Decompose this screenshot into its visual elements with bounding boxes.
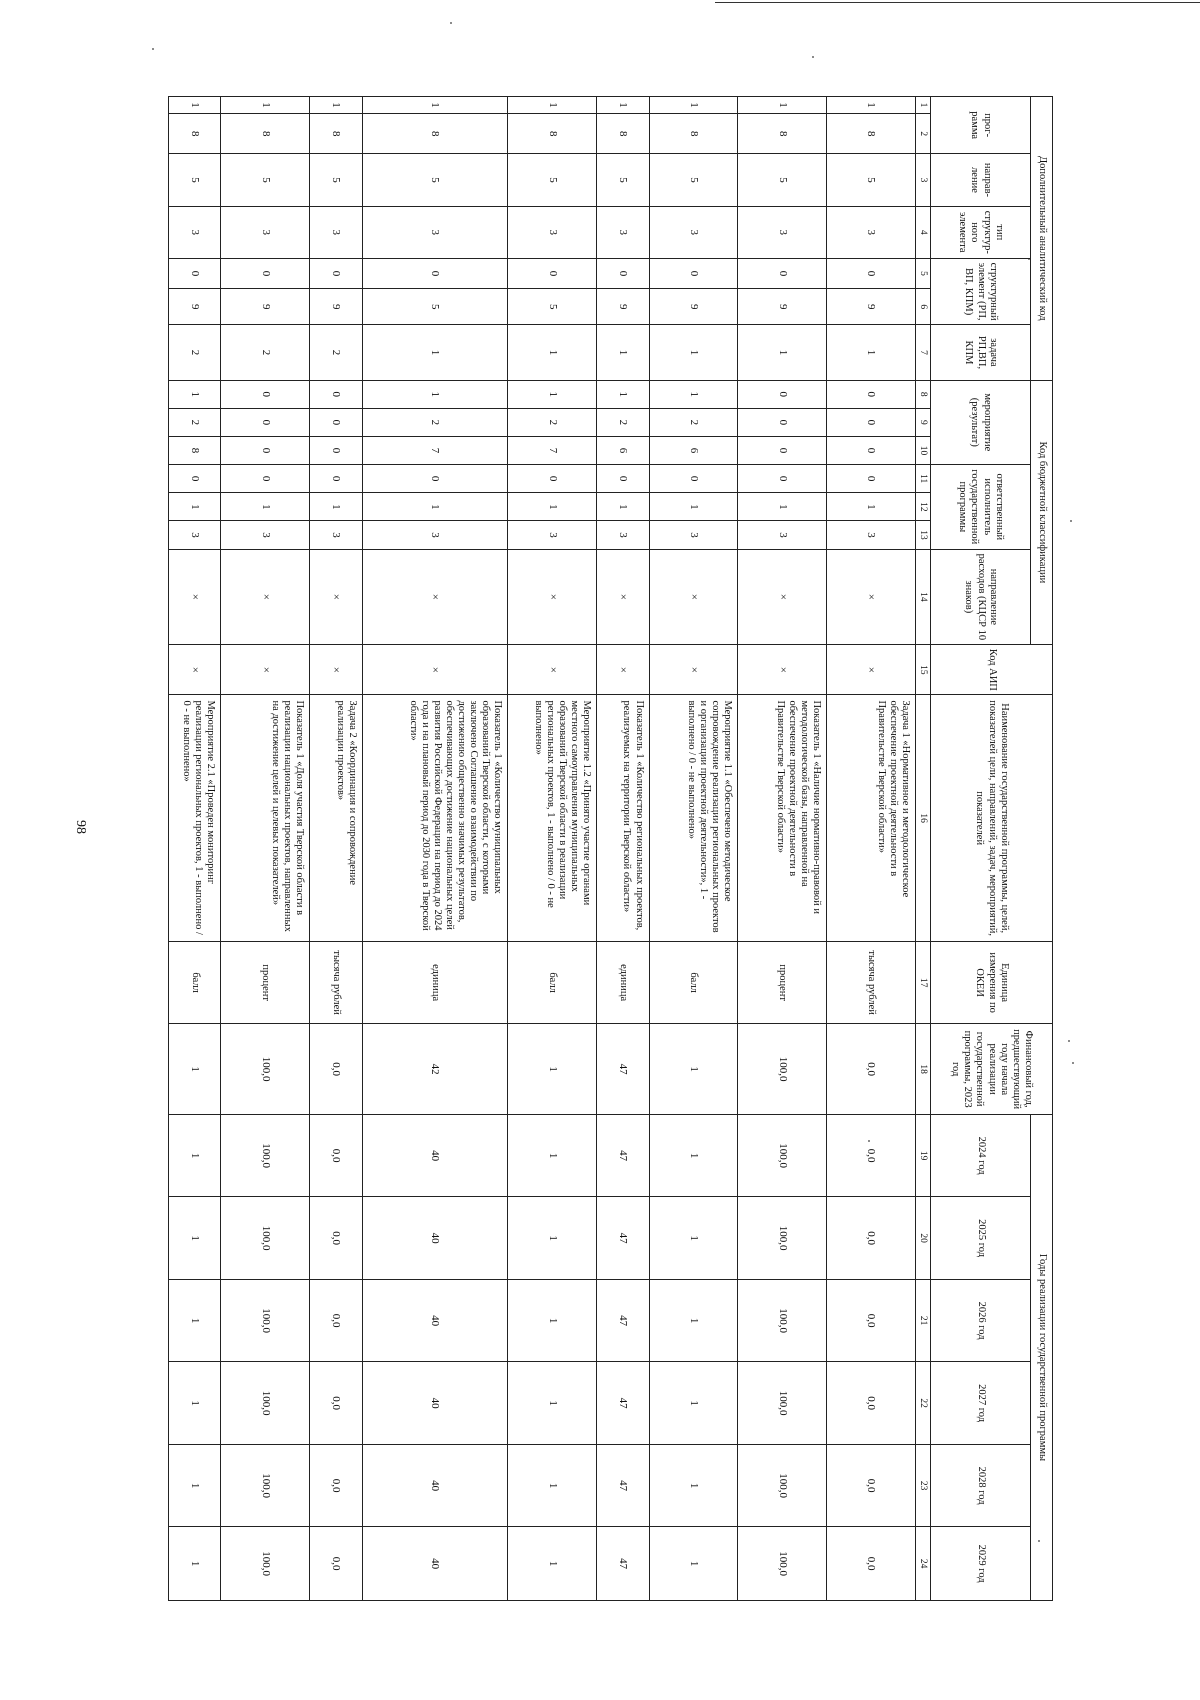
year-value-cell: 47 [597, 1114, 649, 1196]
table-body [169, 97, 916, 1601]
code-cell: 8 [508, 114, 597, 154]
unit-cell: балл [169, 941, 221, 1023]
year-value-cell: 100,0 [738, 1362, 827, 1444]
code-cell: 2 [649, 408, 738, 436]
code-cell: 5 [738, 154, 827, 206]
year-value-cell: 0,0 [827, 1444, 916, 1526]
code-cell: 1 [597, 493, 649, 521]
unit-cell: процент [738, 941, 827, 1023]
code-cell: 2 [169, 408, 221, 436]
code-cell: × [362, 549, 508, 645]
year-value-cell: 100,0 [221, 1197, 310, 1279]
code-cell: × [169, 645, 221, 695]
code-cell: × [169, 549, 221, 645]
code-cell: 2 [508, 408, 597, 436]
code-cell: 3 [310, 521, 362, 549]
code-cell: 8 [310, 114, 362, 154]
year-value-cell: 100,0 [738, 1444, 827, 1526]
code-cell: 3 [738, 521, 827, 549]
year-value-cell: 1 [169, 1444, 221, 1526]
code-cell: 3 [169, 521, 221, 549]
year-value-cell: 0,0 [827, 1279, 916, 1361]
year-value-cell: 40 [362, 1197, 508, 1279]
code-cell: 0 [362, 258, 508, 288]
code-cell: 3 [362, 206, 508, 258]
code-cell: 0 [310, 380, 362, 408]
year-value-cell: 1 [169, 1197, 221, 1279]
year-value-cell: 47 [597, 1444, 649, 1526]
base-year-cell: 100,0 [738, 1024, 827, 1115]
header-unit: Единица измерения по ОКЕИ [931, 941, 1053, 1023]
year-value-cell: 1 [508, 1279, 597, 1361]
year-value-cell: 0,0 [827, 1527, 916, 1601]
col-num: 24 [916, 1527, 931, 1601]
code-cell: 0 [169, 258, 221, 288]
code-cell: 3 [221, 521, 310, 549]
col-num: 1 [916, 97, 931, 114]
code-cell: 3 [827, 206, 916, 258]
header-event: мероприятие (результат) [931, 380, 1031, 464]
header-executor: ответственный исполнитель государственной программы [931, 465, 1031, 549]
code-cell: 1 [738, 493, 827, 521]
year-value-cell: 1 [169, 1527, 221, 1601]
col-num: 21 [916, 1279, 931, 1361]
code-cell: 2 [597, 408, 649, 436]
code-cell: 3 [649, 206, 738, 258]
page-number: 98 [73, 820, 88, 834]
code-cell: 3 [738, 206, 827, 258]
code-cell: 1 [827, 493, 916, 521]
code-cell: × [221, 549, 310, 645]
year-value-cell: 100,0 [221, 1527, 310, 1601]
program-indicators-table [168, 96, 1053, 1601]
year-value-cell: 1 [649, 1197, 738, 1279]
code-cell: 1 [738, 325, 827, 380]
unit-cell: балл [508, 941, 597, 1023]
header-year-2029: 2029 год [931, 1527, 1031, 1601]
code-cell: 1 [310, 97, 362, 114]
code-cell: 6 [597, 436, 649, 464]
unit-cell: тысяча рублей [310, 941, 362, 1023]
year-value-cell: 100,0 [738, 1197, 827, 1279]
code-cell: × [221, 645, 310, 695]
year-value-cell: 0,0 [310, 1114, 362, 1196]
code-cell: 0 [827, 436, 916, 464]
code-cell: 0 [738, 408, 827, 436]
col-num: 8 [916, 380, 931, 408]
unit-cell: единица [597, 941, 649, 1023]
code-cell: 3 [362, 521, 508, 549]
col-num: 23 [916, 1444, 931, 1526]
code-cell: 8 [362, 114, 508, 154]
code-cell: 1 [362, 325, 508, 380]
year-value-cell: 1 [169, 1362, 221, 1444]
row-name-cell: Показатель 1 «Доля участия Тверской области в реализации национальных проектов, направленных на достижение целей и целевых показателей» [221, 695, 310, 941]
col-num: 19 [916, 1114, 931, 1196]
code-cell: 1 [362, 97, 508, 114]
header-year-2027: 2027 год [931, 1362, 1031, 1444]
row-name-cell: Мероприятие 2.1 «Проведен мониторинг реализации региональных проектов, 1 - выполнено / 0 - не выполнено» [169, 695, 221, 941]
unit-cell: тысяча рублей [827, 941, 916, 1023]
code-cell: 9 [169, 289, 221, 325]
code-cell: 8 [169, 114, 221, 154]
code-cell: 0 [221, 408, 310, 436]
year-value-cell: 0,0 [310, 1197, 362, 1279]
year-value-cell: 1 [649, 1527, 738, 1601]
code-cell: 0 [597, 465, 649, 493]
header-name: Наименование государственной программы, целей, показателей цели, направлений, задач, мероприятий, показателей [931, 695, 1053, 941]
code-cell: 0 [508, 258, 597, 288]
row-name-cell: Показатель 1 «Количество региональных проектов, реализуемых на территории Тверской области» [597, 695, 649, 941]
col-num: 10 [916, 436, 931, 464]
row-name-cell: Задача 1 «Нормативное и методологическое обеспечение проектной деятельности в Правительстве Тверской области» [827, 695, 916, 941]
base-year-cell: 0,0 [310, 1024, 362, 1115]
code-cell: 3 [169, 206, 221, 258]
year-value-cell: 1 [649, 1114, 738, 1196]
code-cell: 9 [597, 289, 649, 325]
header-year-2028: 2028 год [931, 1444, 1031, 1526]
row-name-cell: Мероприятие 1.1 «Обеспечено методическое сопровождение реализации региональных проектов и организации проектной деятельности», 1 - выполнено / 0 - не выполнено» [649, 695, 738, 941]
base-year-cell: 1 [169, 1024, 221, 1115]
code-cell: 0 [649, 258, 738, 288]
col-num: 2 [916, 114, 931, 154]
code-cell: 0 [221, 436, 310, 464]
year-value-cell: 1 [508, 1527, 597, 1601]
code-cell: 0 [827, 380, 916, 408]
year-value-cell: 0,0 [827, 1114, 916, 1196]
year-value-cell: 100,0 [221, 1444, 310, 1526]
code-cell: 1 [169, 380, 221, 408]
year-value-cell: 0,0 [310, 1362, 362, 1444]
code-cell: 1 [508, 380, 597, 408]
code-cell: 0 [221, 258, 310, 288]
code-cell: 0 [310, 258, 362, 288]
header-year-2025: 2025 год [931, 1197, 1031, 1279]
code-cell: 3 [827, 521, 916, 549]
unit-cell: балл [649, 941, 738, 1023]
code-cell: 1 [827, 97, 916, 114]
code-cell: × [827, 645, 916, 695]
code-cell: 1 [597, 97, 649, 114]
code-cell: 0 [738, 465, 827, 493]
header-base-year: Финансовый год, предшествующий году начала реализации государственной программы, 2023 год [931, 1024, 1053, 1115]
year-value-cell: 1 [508, 1114, 597, 1196]
code-cell: × [649, 549, 738, 645]
code-cell: 0 [362, 465, 508, 493]
base-year-cell: 42 [362, 1024, 508, 1115]
code-cell: 5 [508, 154, 597, 206]
code-cell: 1 [649, 325, 738, 380]
base-year-cell: 1 [508, 1024, 597, 1115]
code-cell: 0 [827, 258, 916, 288]
code-cell: × [738, 645, 827, 695]
col-num: 15 [916, 645, 931, 695]
code-cell: 0 [649, 465, 738, 493]
code-cell: × [649, 645, 738, 695]
year-value-cell: 100,0 [221, 1362, 310, 1444]
top-edge-rule [715, 2, 1200, 3]
code-cell: 5 [827, 154, 916, 206]
col-num: 9 [916, 408, 931, 436]
year-value-cell: 1 [169, 1114, 221, 1196]
year-value-cell: 1 [508, 1362, 597, 1444]
header-group-budget: Код бюджетной классификации [1031, 380, 1053, 645]
table-row [310, 97, 362, 1601]
base-year-cell: 1 [649, 1024, 738, 1115]
year-value-cell: 47 [597, 1527, 649, 1601]
code-cell: 8 [169, 436, 221, 464]
year-value-cell: 40 [362, 1444, 508, 1526]
year-value-cell: 47 [597, 1362, 649, 1444]
year-value-cell: 1 [169, 1279, 221, 1361]
code-cell: 2 [169, 325, 221, 380]
code-cell: 0 [310, 465, 362, 493]
base-year-cell: 0,0 [827, 1024, 916, 1115]
col-num: 3 [916, 154, 931, 206]
code-cell: 3 [597, 206, 649, 258]
col-num: 6 [916, 289, 931, 325]
year-value-cell: 0,0 [827, 1362, 916, 1444]
table-row [221, 97, 310, 1601]
code-cell: 5 [508, 289, 597, 325]
code-cell: 1 [221, 493, 310, 521]
code-cell: 2 [221, 325, 310, 380]
code-cell: 0 [310, 436, 362, 464]
code-cell: 1 [221, 97, 310, 114]
code-cell: 3 [508, 206, 597, 258]
col-num: 12 [916, 493, 931, 521]
code-cell: 1 [508, 97, 597, 114]
col-num: 18 [916, 1024, 931, 1115]
header-group-analytic: Дополнительный аналитический код [1031, 97, 1053, 381]
header-group-years: Годы реализации государственной программы [1031, 1114, 1053, 1600]
header-task: задача РП,ВП, КПМ [931, 325, 1031, 380]
row-name-cell: Показатель 1 «Количество муниципальных образований Тверской области, с которыми заключено Соглашение о взаимодействии по достижению общественно значимых результатов, обеспечивающих достижение национальных целей развития Российской Федерации на период до 2024 года и на плановый период до 2030 года в Тверской области» [362, 695, 508, 941]
code-cell: 9 [827, 289, 916, 325]
code-cell: 5 [310, 154, 362, 206]
code-cell: 5 [362, 289, 508, 325]
table-row [508, 97, 597, 1601]
code-cell: 9 [649, 289, 738, 325]
code-cell: 0 [827, 408, 916, 436]
code-cell: 5 [649, 154, 738, 206]
table-row [597, 97, 649, 1601]
year-value-cell: 100,0 [738, 1279, 827, 1361]
code-cell: 7 [362, 436, 508, 464]
col-num: 20 [916, 1197, 931, 1279]
year-value-cell: 100,0 [738, 1527, 827, 1601]
rotated-table-container [168, 96, 1053, 1601]
code-cell: 1 [597, 380, 649, 408]
code-cell: × [738, 549, 827, 645]
year-value-cell: 40 [362, 1362, 508, 1444]
code-cell: 1 [738, 97, 827, 114]
year-value-cell: 1 [649, 1444, 738, 1526]
code-cell: 1 [597, 325, 649, 380]
header-struct-type: тип структур-ного элемента [931, 206, 1031, 258]
year-value-cell: 100,0 [221, 1114, 310, 1196]
code-cell: 0 [738, 436, 827, 464]
col-num: 5 [916, 258, 931, 288]
row-name-cell: Мероприятие 1.2 «Принято участие органами местного самоуправления муниципальных образований Тверской области в реализации региональных проектов, 1 - выполнено / 0 - не выполнено» [508, 695, 597, 941]
code-cell: 5 [221, 154, 310, 206]
code-cell: 1 [508, 325, 597, 380]
code-cell: 8 [649, 114, 738, 154]
col-num: 11 [916, 465, 931, 493]
table-row [169, 97, 221, 1601]
code-cell: × [362, 645, 508, 695]
header-aip: Код АИП [931, 645, 1053, 695]
table-row [649, 97, 738, 1601]
code-cell: 1 [649, 97, 738, 114]
col-num: 22 [916, 1362, 931, 1444]
year-value-cell: 0,0 [310, 1527, 362, 1601]
code-cell: × [597, 645, 649, 695]
code-cell: 0 [221, 380, 310, 408]
code-cell: 1 [649, 380, 738, 408]
code-cell: 0 [597, 258, 649, 288]
code-cell: 5 [169, 154, 221, 206]
code-cell: 3 [221, 206, 310, 258]
code-cell: 0 [169, 465, 221, 493]
code-cell: 3 [508, 521, 597, 549]
year-value-cell: 1 [649, 1362, 738, 1444]
year-value-cell: 40 [362, 1114, 508, 1196]
code-cell: 1 [508, 493, 597, 521]
code-cell: 3 [597, 521, 649, 549]
code-cell: 0 [221, 465, 310, 493]
col-num: 17 [916, 941, 931, 1023]
code-cell: 9 [221, 289, 310, 325]
code-cell: 6 [649, 436, 738, 464]
code-cell: 1 [310, 493, 362, 521]
code-cell: 8 [597, 114, 649, 154]
code-cell: 2 [310, 325, 362, 380]
table-row [827, 97, 916, 1601]
code-cell: 1 [362, 380, 508, 408]
header-struct-element: структурный элемент (РП, ВП, КПМ) [931, 258, 1031, 324]
code-cell: 0 [310, 408, 362, 436]
header-expense: направление расходов (КЦСР 10 знаков) [931, 549, 1031, 645]
code-cell: 1 [169, 493, 221, 521]
col-num: 16 [916, 695, 931, 941]
year-value-cell: 1 [508, 1197, 597, 1279]
table-row [362, 97, 508, 1601]
code-cell: 0 [827, 465, 916, 493]
year-value-cell: 47 [597, 1197, 649, 1279]
column-number-row [916, 97, 931, 1601]
row-name-cell: Показатель 1 «Наличие нормативно-правовой и методологической базы, направленной на обеспечение проектной деятельности в Правительстве Тверской области» [738, 695, 827, 941]
code-cell: 0 [508, 465, 597, 493]
code-cell: 1 [362, 493, 508, 521]
table-row [738, 97, 827, 1601]
year-value-cell: 100,0 [738, 1114, 827, 1196]
header-program: прог-рамма [931, 97, 1031, 154]
code-cell: 8 [827, 114, 916, 154]
code-cell: × [508, 549, 597, 645]
unit-cell: процент [221, 941, 310, 1023]
code-cell: 8 [221, 114, 310, 154]
base-year-cell: 100,0 [221, 1024, 310, 1115]
code-cell: × [597, 549, 649, 645]
year-value-cell: 0,0 [310, 1444, 362, 1526]
code-cell: 5 [362, 154, 508, 206]
unit-cell: единица [362, 941, 508, 1023]
year-value-cell: 47 [597, 1279, 649, 1361]
code-cell: 7 [508, 436, 597, 464]
code-cell: × [310, 645, 362, 695]
code-cell: × [310, 549, 362, 645]
col-num: 14 [916, 549, 931, 645]
code-cell: 9 [738, 289, 827, 325]
header-direction: направ-ление [931, 154, 1031, 206]
code-cell: 3 [649, 521, 738, 549]
col-num: 13 [916, 521, 931, 549]
base-year-cell: 47 [597, 1024, 649, 1115]
code-cell: 5 [597, 154, 649, 206]
year-value-cell: 40 [362, 1527, 508, 1601]
year-value-cell: 1 [508, 1444, 597, 1526]
code-cell: 2 [362, 408, 508, 436]
code-cell: 0 [738, 258, 827, 288]
header-year-2026: 2026 год [931, 1279, 1031, 1361]
code-cell: × [508, 645, 597, 695]
year-value-cell: 0,0 [310, 1279, 362, 1361]
col-num: 7 [916, 325, 931, 380]
code-cell: 1 [649, 493, 738, 521]
code-cell: 9 [310, 289, 362, 325]
year-value-cell: 1 [649, 1279, 738, 1361]
code-cell: 1 [169, 97, 221, 114]
header-year-2024: 2024 год [931, 1114, 1031, 1196]
code-cell: 0 [738, 380, 827, 408]
code-cell: × [827, 549, 916, 645]
code-cell: 3 [310, 206, 362, 258]
year-value-cell: 40 [362, 1279, 508, 1361]
year-value-cell: 100,0 [221, 1279, 310, 1361]
row-name-cell: Задача 2 «Координация и сопровождение реализации проектов» [310, 695, 362, 941]
col-num: 4 [916, 206, 931, 258]
code-cell: 8 [738, 114, 827, 154]
code-cell: 1 [827, 325, 916, 380]
year-value-cell: 0,0 [827, 1197, 916, 1279]
